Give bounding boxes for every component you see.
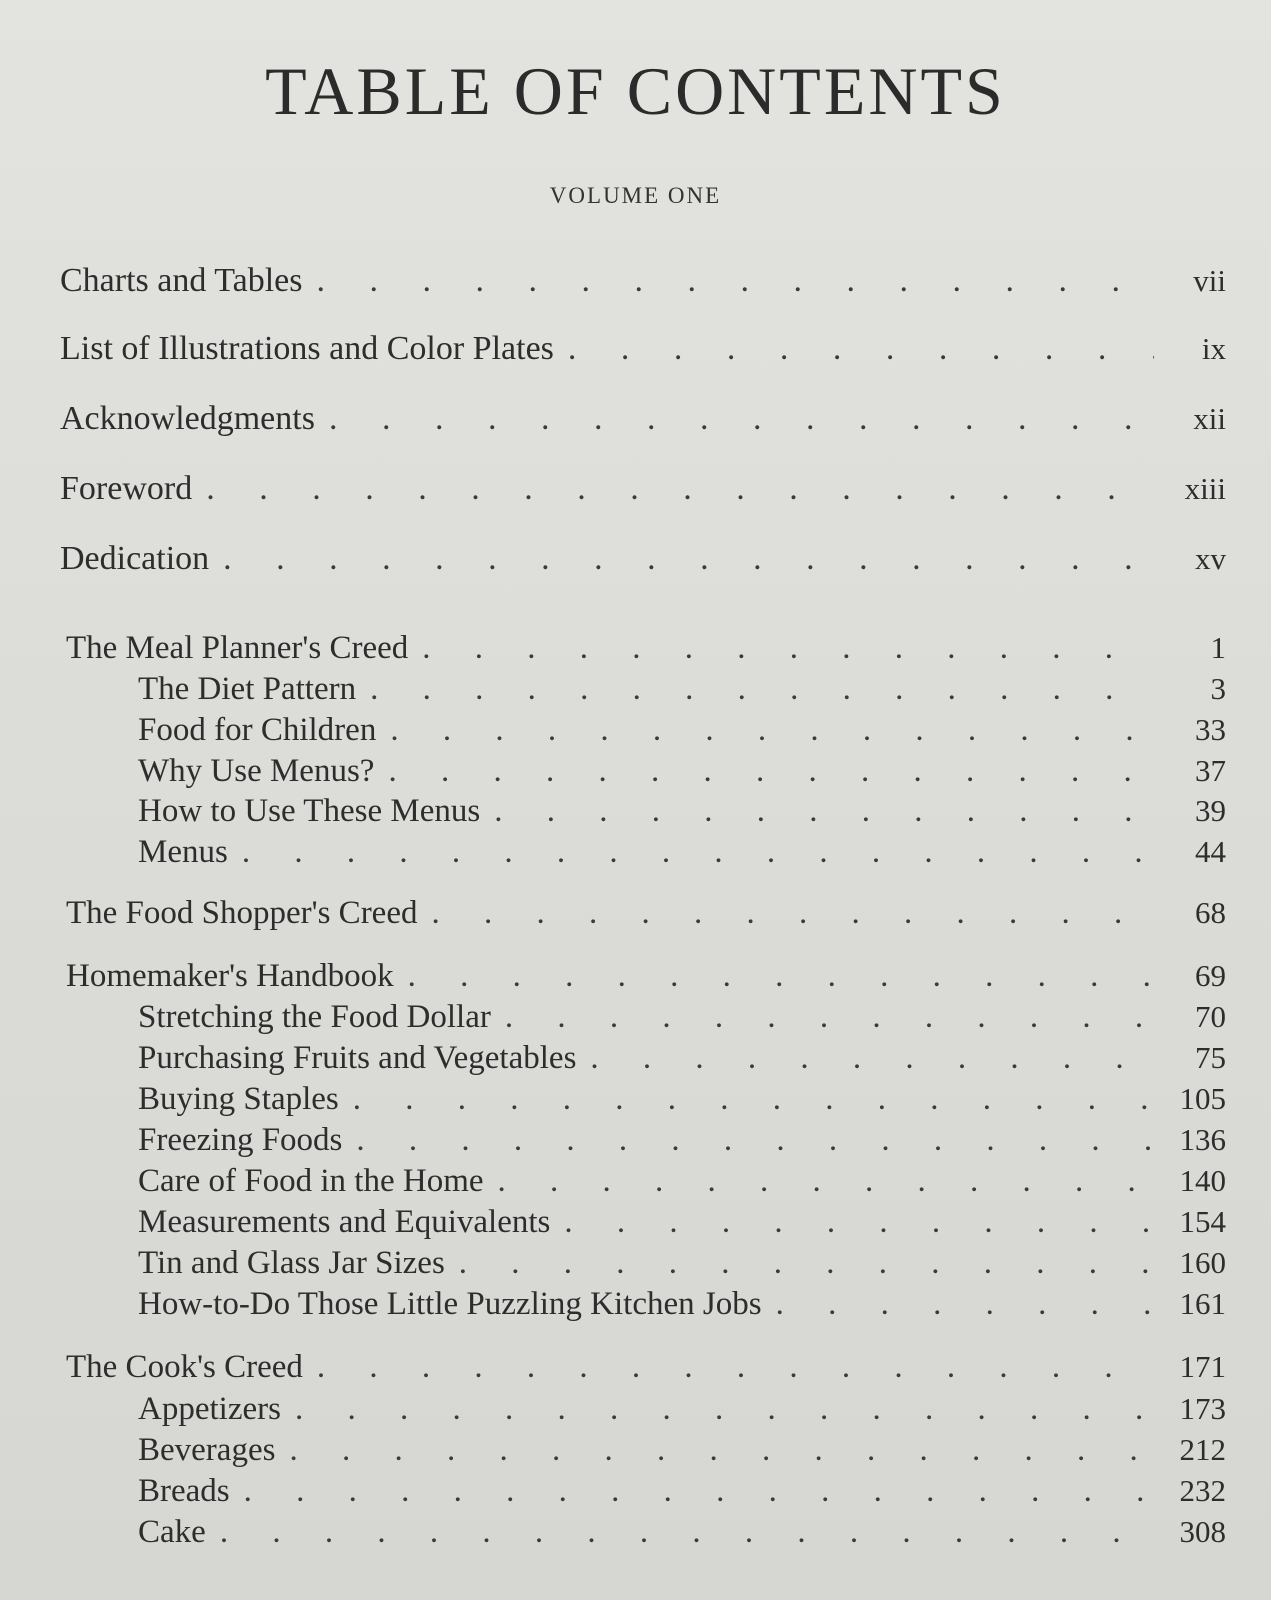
toc-subentry-page: 33: [1195, 712, 1226, 747]
toc-subentry-page: 232: [1179, 1473, 1226, 1508]
toc-subentry[interactable]: [138, 1245, 1226, 1282]
dot-leader: [505, 999, 1154, 1036]
dot-leader: [370, 671, 1154, 708]
toc-subentry-page: 136: [1179, 1122, 1226, 1157]
toc-subentry-label: Freezing Foods: [138, 1122, 343, 1158]
toc-subentry[interactable]: [138, 1432, 1226, 1469]
toc-entry-acknowledgments[interactable]: [60, 400, 1226, 438]
toc-subentry-page: 105: [1179, 1081, 1226, 1116]
toc-section-label: The Food Shopper's Creed: [66, 895, 418, 931]
toc-subentry[interactable]: [138, 753, 1226, 790]
dot-leader: [388, 753, 1154, 790]
toc-subentry-label: Buying Staples: [138, 1081, 339, 1117]
toc-subentry-page: 37: [1195, 753, 1226, 788]
dot-leader: [329, 400, 1154, 438]
toc-section-meal-planners-creed[interactable]: [66, 630, 1226, 667]
dot-leader: [431, 895, 1154, 932]
toc-entry-page: xv: [1195, 541, 1226, 576]
toc-subentry-page: 308: [1179, 1514, 1226, 1549]
dot-leader: [408, 958, 1154, 995]
toc-entry-label: Dedication: [60, 540, 210, 577]
dot-leader: [390, 712, 1154, 749]
toc-subentry-page: 140: [1179, 1163, 1226, 1198]
toc-subentry-page: 154: [1179, 1204, 1226, 1239]
toc-subentry[interactable]: [138, 1473, 1226, 1510]
toc-subentry-label: Breads: [138, 1473, 230, 1509]
toc-subentry[interactable]: [138, 1514, 1226, 1551]
toc-section-label: The Cook's Creed: [66, 1349, 303, 1385]
dot-leader: [353, 1081, 1154, 1118]
toc-section-label: The Meal Planner's Creed: [66, 630, 409, 666]
toc-subentry-page: 212: [1179, 1432, 1226, 1467]
toc-subentry[interactable]: [138, 834, 1226, 871]
toc-entry-label: Acknowledgments: [60, 400, 315, 437]
toc-section-label: Homemaker's Handbook: [66, 958, 394, 994]
toc-subentry[interactable]: [138, 712, 1226, 749]
toc-entry-foreword[interactable]: [60, 470, 1226, 508]
toc-subentry-page: 161: [1179, 1286, 1226, 1321]
dot-leader: [568, 330, 1154, 368]
toc-subentry[interactable]: [138, 1163, 1226, 1200]
dot-leader: [564, 1204, 1154, 1241]
toc-subentry-label: Tin and Glass Jar Sizes: [138, 1245, 445, 1281]
toc-subentry-page: 44: [1195, 834, 1226, 869]
toc-section-page: 69: [1195, 958, 1226, 993]
toc-subentry-label: Food for Children: [138, 712, 377, 748]
toc-subentry-page: 173: [1179, 1391, 1226, 1426]
toc-entry-list-of-illustrations[interactable]: [60, 330, 1226, 368]
toc-entry-label: List of Illustrations and Color Plates: [60, 330, 554, 367]
dot-leader: [220, 1514, 1154, 1551]
dot-leader: [295, 1391, 1154, 1428]
toc-entry-dedication[interactable]: [60, 540, 1226, 578]
toc-subentry-label: The Diet Pattern: [138, 671, 357, 707]
page-title: TABLE OF CONTENTS: [265, 53, 1006, 129]
dot-leader: [289, 1432, 1154, 1469]
volume-heading: VOLUME ONE: [549, 183, 722, 208]
toc-subentry-label: Stretching the Food Dollar: [138, 999, 491, 1035]
toc-section-page: 68: [1195, 895, 1226, 930]
toc-subentry-page: 70: [1195, 999, 1226, 1034]
toc-section-cooks-creed[interactable]: [66, 1349, 1226, 1386]
toc-entry-charts-and-tables[interactable]: [60, 262, 1226, 300]
dot-leader: [317, 262, 1155, 300]
toc-subentry[interactable]: [138, 1391, 1226, 1428]
toc-subentry-label: Beverages: [138, 1432, 276, 1468]
toc-subentry-page: 39: [1195, 793, 1226, 828]
dot-leader: [494, 793, 1154, 830]
dot-leader: [242, 834, 1154, 871]
toc-subentry-label: How to Use These Menus: [138, 793, 481, 829]
toc-entry-label: Foreword: [60, 470, 193, 507]
dot-leader: [356, 1122, 1154, 1159]
toc-subentry[interactable]: [138, 1081, 1226, 1118]
toc-entry-page: xiii: [1184, 471, 1226, 506]
toc-subentry[interactable]: [138, 1122, 1226, 1159]
toc-subentry-label: Purchasing Fruits and Vegetables: [138, 1040, 577, 1076]
toc-section-page: 171: [1179, 1349, 1226, 1384]
toc-section-food-shoppers-creed[interactable]: [66, 895, 1226, 932]
toc-entry-page: xii: [1193, 401, 1226, 436]
toc-subentry[interactable]: [138, 1040, 1226, 1077]
toc-subentry-page: 75: [1195, 1040, 1226, 1075]
toc-subentry[interactable]: [138, 793, 1226, 830]
toc-subentry-label: How-to-Do Those Little Puzzling Kitchen Jobs: [138, 1286, 762, 1322]
dot-leader: [206, 470, 1154, 508]
dot-leader: [776, 1286, 1154, 1323]
toc-subentry-page: 3: [1210, 671, 1226, 706]
toc-subentry[interactable]: [138, 1204, 1226, 1241]
toc-subentry-label: Care of Food in the Home: [138, 1163, 484, 1199]
toc-entry-label: Charts and Tables: [60, 262, 303, 299]
toc-subentry-page: 160: [1179, 1245, 1226, 1280]
toc-subentry-label: Measurements and Equivalents: [138, 1204, 551, 1240]
toc-subentry[interactable]: [138, 999, 1226, 1036]
toc-entry-page: vii: [1193, 263, 1226, 298]
toc-subentry-label: Menus: [138, 834, 228, 870]
toc-entry-page: ix: [1201, 331, 1226, 366]
dot-leader: [459, 1245, 1154, 1282]
dot-leader: [422, 630, 1154, 667]
toc-subentry-label: Why Use Menus?: [138, 753, 375, 789]
dot-leader: [590, 1040, 1154, 1077]
dot-leader: [223, 540, 1154, 578]
toc-subentry[interactable]: [138, 1286, 1226, 1323]
toc-subentry[interactable]: [138, 671, 1226, 708]
toc-section-page: 1: [1210, 630, 1226, 665]
toc-section-homemakers-handbook[interactable]: [66, 958, 1226, 995]
toc-subentry-label: Appetizers: [138, 1391, 281, 1427]
dot-leader: [244, 1473, 1154, 1510]
toc-subentry-label: Cake: [138, 1514, 206, 1550]
dot-leader: [498, 1163, 1154, 1200]
dot-leader: [317, 1349, 1154, 1386]
